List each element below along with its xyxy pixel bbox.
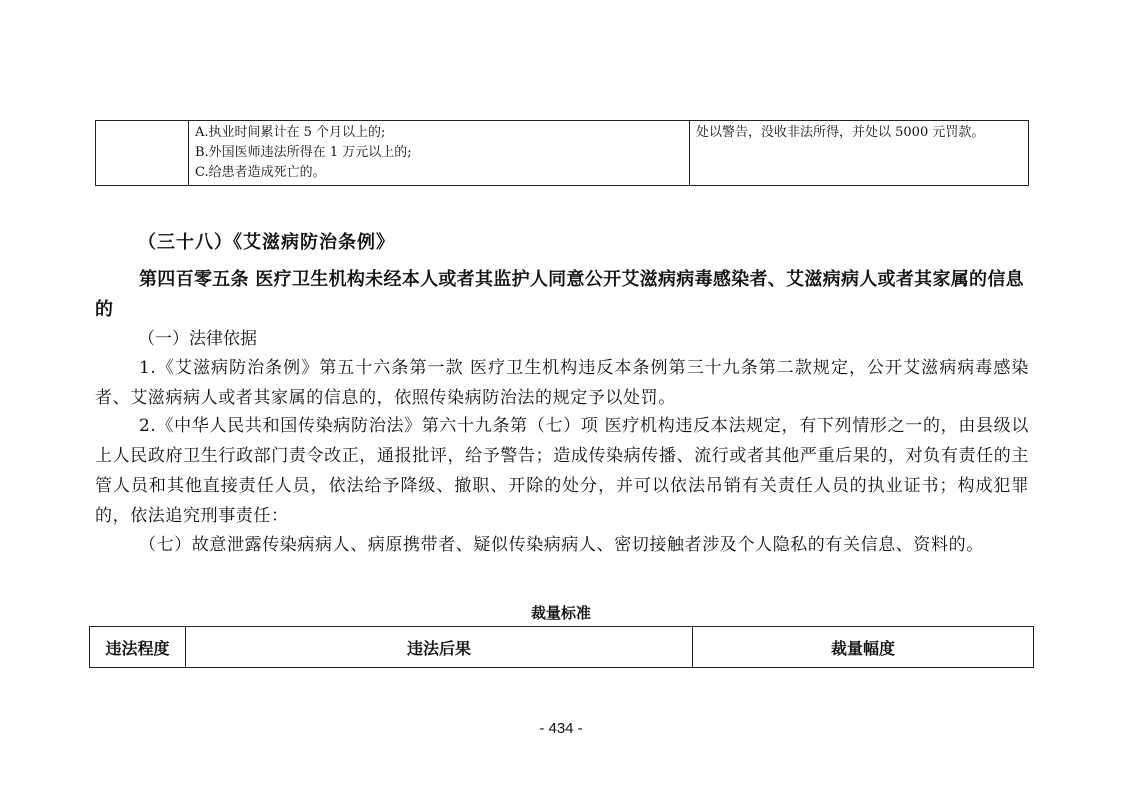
previous-penalty-table — [95, 120, 1029, 186]
header-violation-consequence: 违法后果 — [186, 627, 693, 668]
consequence-line-c: C.给患者造成死亡的。 — [195, 165, 326, 180]
section-title: （三十八）《艾滋病防治条例》 — [138, 232, 395, 253]
table-row — [96, 121, 1029, 186]
paragraph-legal-basis-2: 2.《中华人民共和国传染病防治法》第六十九条第（七）项 医疗机构违反本法规定，有下列情形之一的，由县级以上人民政府卫生行政部门责令改正，通报批评，给予警告；造成传染病传播、流行或者其他严重后果的，对负有责任的主管人员和其他直接责任人员，依法给予降级、撤职、开除的处分，并可以依法吊销有关责任人员的执业证书；构成犯罪的，依法追究刑事责任： — [95, 416, 1029, 526]
table-cell-degree — [96, 121, 189, 186]
standard-table-caption: 裁量标准 — [530, 604, 591, 622]
article-title: 第四百零五条 医疗卫生机构未经本人或者其监护人同意公开艾滋病病毒感染者、艾滋病病人或者其家属的信息的 — [95, 269, 1024, 320]
page-number: - 434 - — [539, 720, 583, 737]
header-violation-degree: 违法程度 — [90, 627, 186, 668]
header-discretion-range: 裁量幅度 — [693, 627, 1034, 668]
sub-heading-legal-basis: （一）法律依据 — [138, 329, 257, 349]
table-cell-consequence — [189, 121, 690, 186]
consequence-line-b: B.外国医师违法所得在 1 万元以上的; — [195, 145, 412, 160]
discretion-standard-table — [89, 626, 1034, 668]
paragraph-legal-basis-item-7: （七）故意泄露传染病病人、病原携带者、疑似传染病病人、密切接触者涉及个人隐私的有关信息、资料的。 — [139, 535, 984, 555]
table-header-row — [90, 627, 1034, 668]
table-cell-penalty: 处以警告，没收非法所得，并处以 5000 元罚款。 — [690, 121, 1029, 186]
paragraph-legal-basis-1: 1.《艾滋病防治条例》第五十六条第一款 医疗卫生机构违反本条例第三十九条第二款规定，公开艾滋病病毒感染者、艾滋病病人或者其家属的信息的，依照传染病防治法的规定予以处罚。 — [95, 358, 1029, 408]
consequence-line-a: A.执业时间累计在 5 个月以上的; — [195, 125, 386, 140]
